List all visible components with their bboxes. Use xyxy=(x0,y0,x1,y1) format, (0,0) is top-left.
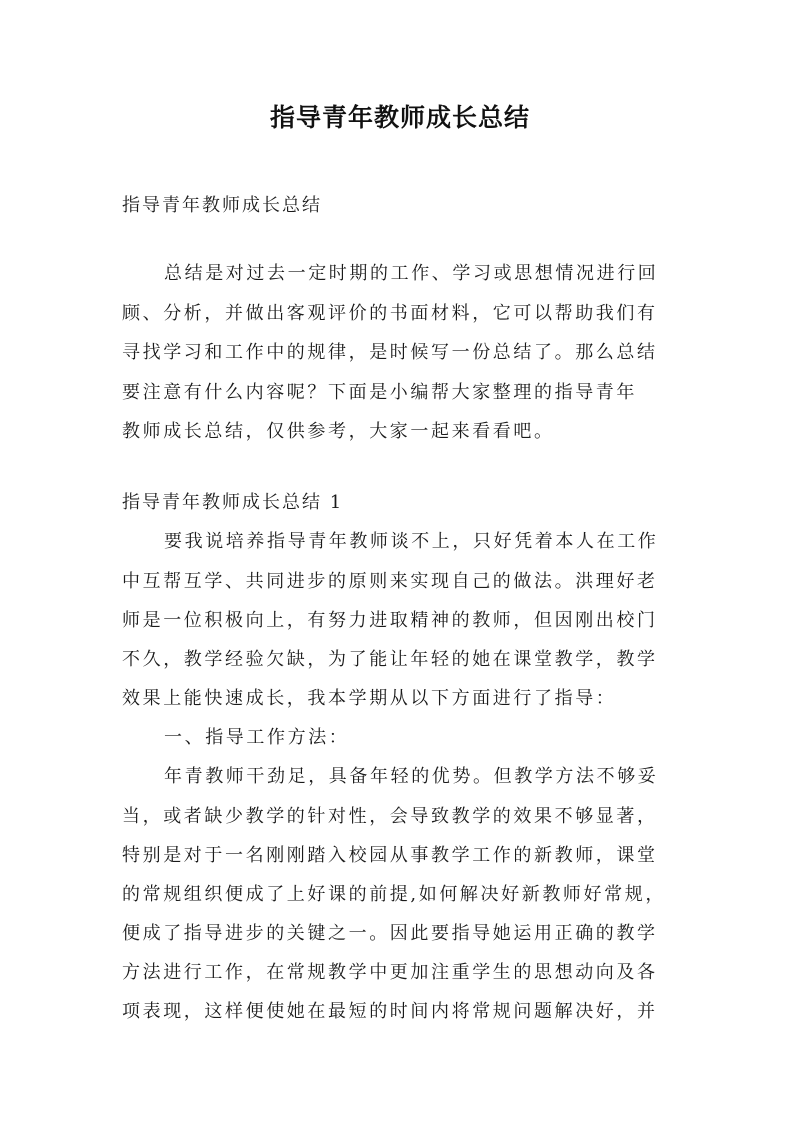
intro-line: 教师成长总结，仅供参考，大家一起来看看吧。 xyxy=(122,421,555,442)
document-title: 指导青年教师成长总结 xyxy=(269,103,530,132)
body-line: 特别是对于一名刚刚踏入校园从事教学工作的新教师，课堂 xyxy=(122,845,658,866)
body-line: 方法进行工作，在常规教学中更加注重学生的思想动向及各 xyxy=(122,962,658,983)
intro-line: 寻找学习和工作中的规律，是时候写一份总结了。那么总结 xyxy=(122,342,658,363)
intro-line: 总结是对过去一定时期的工作、学习或思想情况进行回 xyxy=(164,263,659,284)
body-line: 师是一位积极向上，有努力进取精神的教师，但因刚出校门 xyxy=(122,610,658,631)
document-subtitle: 指导青年教师成长总结 xyxy=(122,195,322,216)
body-line: 中互帮互学、共同进步的原则来实现自己的做法。洪理好老 xyxy=(122,571,658,592)
body-line: 项表现，这样便使她在最短的时间内将常规问题解决好，并 xyxy=(122,1001,658,1022)
body-line: 便成了指导进步的关键之一。因此要指导她运用正确的教学 xyxy=(122,923,658,944)
body-line: 年青教师干劲足，具备年轻的优势。但教学方法不够妥 xyxy=(164,766,659,787)
body-line: 的常规组织便成了上好课的前提,如何解决好新教师好常规， xyxy=(122,884,666,905)
body-line: 要我说培养指导青年教师谈不上，只好凭着本人在工作 xyxy=(164,531,659,552)
intro-line: 要注意有什么内容呢？下面是小编帮大家整理的指导青年 xyxy=(122,382,637,403)
subheading-line: 一、指导工作方法： xyxy=(164,727,350,748)
body-line: 当，或者缺少教学的针对性，会导致教学的效果不够显著， xyxy=(122,806,658,827)
body-line: 效果上能快速成长，我本学期从以下方面进行了指导： xyxy=(122,688,617,709)
intro-line: 顾、分析，并做出客观评价的书面材料，它可以帮助我们有 xyxy=(122,303,658,324)
section-heading: 指导青年教师成长总结 1 xyxy=(122,492,344,513)
body-line: 不久，教学经验欠缺，为了能让年轻的她在课堂教学，教学 xyxy=(122,649,658,670)
